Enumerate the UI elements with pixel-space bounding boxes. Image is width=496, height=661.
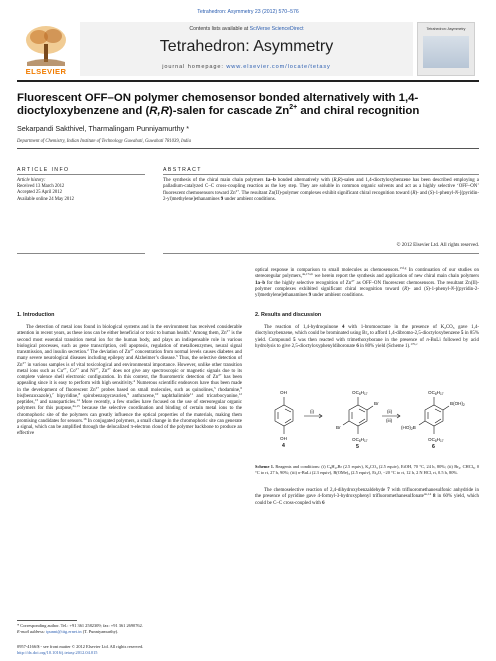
superscript: 5: [213, 385, 216, 390]
journal-cover-thumbnail: [417, 22, 475, 76]
section-heading: 1. Introduction: [17, 312, 55, 318]
subscript: 2: [376, 471, 378, 476]
subscript: 17: [334, 466, 338, 470]
body-column-right-top: [255, 268, 479, 299]
step-label: (iii): [386, 418, 393, 423]
superscript: 2+: [226, 329, 231, 334]
superscript: 2+: [235, 188, 240, 193]
title-superscript: 2+: [289, 104, 298, 112]
octyloxy-label: [352, 390, 368, 396]
homepage-prefix: journal homepage:: [162, 64, 227, 70]
scheme-caption: Scheme 1. Reagents and conditions: (i) $C_8H_{17}Br$ (2.5 equiv), $K_2CO_3$ (2.5 equiv), EtOH, 70 °C, 24 h, 80%; (ii) $Br_2$, CHCl$_3$, 0 °C to rt, 27 h, 90%; (iii) n-BuLi (2.3 equiv), $B(OMe)_3$ (2.5 equiv), $Et_2O$, −20 °C to rt, 12 h, 2 N HCl, rt, 0.5 h, 80%.: [255, 464, 480, 476]
body-column-right-bottom: [255, 488, 479, 507]
history-item: Available online 24 May 2012: [17, 196, 74, 202]
journal-citation: [0, 9, 496, 15]
superscript: 3: [175, 354, 178, 359]
title-part: and chiral recognition: [297, 105, 420, 118]
octyloxy-label: [352, 437, 368, 443]
authors: [17, 124, 479, 133]
paragraph: The chemoselective reaction of 2,4-dihydroxybenzaldehyde 7 with trifluoromethanesulfonic anhydride in the presence of pyridine gave 4-formyl-3-hydroxyphenyl trifluoromethanesulfonate$^{4a,14}$ 8 in 60% yield, which could be C–C cross-coupled with 6: [255, 488, 480, 506]
scheme-1-figure: [262, 383, 474, 449]
oc-h: H: [436, 390, 440, 395]
subscript: 8: [329, 466, 332, 470]
oc-subscript: 8: [434, 439, 437, 444]
step-label: (ii): [387, 409, 393, 414]
oc-h: H: [360, 437, 364, 442]
elsevier-wordmark: ELSEVIER: [25, 67, 67, 76]
superscript: 4a,14: [423, 492, 432, 497]
oc-h: H: [436, 437, 440, 442]
superscript: 2+: [95, 385, 100, 390]
homepage-link[interactable]: www.elsevier.com/locate/tetasy: [226, 64, 331, 70]
br-label: Br: [336, 425, 341, 430]
body-column-right-mid: [255, 325, 479, 350]
subscript: 2: [458, 466, 461, 470]
italic-text: R: [404, 286, 408, 292]
italic-text: n: [426, 337, 429, 343]
br-label: Br: [374, 401, 379, 406]
author-names: Sekarpandi Sakthivel, Tharmalingam Punniyamurthy: [17, 124, 185, 133]
divider: [17, 148, 479, 149]
bold-text: 1a: [255, 280, 260, 286]
oc-h-subscript: 17: [440, 392, 444, 397]
bold-text: 7: [387, 488, 390, 493]
italic-text: S: [425, 286, 429, 292]
oh-label: OH: [280, 390, 287, 395]
paragraph: The reaction of 1,4-hydroquinone 4 with 1-bromooctane in the presence of $K_2CO_3$ gave 1,4-dioctyloxybenzene, which could be brominated using $Br_2$ to afford 1,4-dibromo-2,5-dioctyloxybenzene 5 in 85% yield. Compound 5 was then reacted with trimethoxyborane in the presence of n-BuLi followed by acid hydrolysis to give 2,5-dioctyloxyphenyldiboronate 6 in 80% yield (Scheme 1).$^{17b,c}$: [255, 325, 480, 349]
issn-block: [17, 644, 247, 655]
step-label: (i): [310, 409, 315, 414]
contents-line: [80, 26, 413, 32]
superscript: 6: [240, 385, 242, 390]
cover-title: Tetrahedron: Asymmetry: [426, 27, 466, 31]
bold-text: 5: [461, 331, 464, 337]
superscript: 2+: [351, 278, 355, 283]
history-title: Article history:: [17, 178, 46, 183]
abstract-heading: ABSTRACT: [163, 167, 202, 173]
oc-subscript: 8: [358, 439, 361, 444]
superscript: 2+: [130, 348, 134, 352]
subscript: 3: [376, 466, 378, 470]
oc-h-subscript: 17: [364, 392, 368, 397]
superscript: 7: [51, 391, 54, 396]
bold-text: 6: [322, 500, 325, 506]
subscript: 2: [368, 466, 370, 470]
bold-text: 5: [293, 337, 296, 343]
boronic-acid-label: [401, 425, 416, 431]
citation-link[interactable]: Tetrahedron: Asymmetry 23 (2012) 570–576: [197, 9, 299, 15]
superscript: 12: [238, 391, 242, 396]
italic-text: R,R: [333, 178, 341, 183]
title-italic: R,R: [149, 105, 169, 118]
octyloxy-label: [428, 437, 444, 443]
bold-text: 4: [341, 325, 345, 330]
subscript: 3: [452, 326, 455, 330]
superscript: 13: [34, 398, 38, 402]
article-title: [17, 92, 479, 118]
bold-text: 8: [433, 494, 436, 500]
oc-subscript: 8: [358, 392, 361, 397]
abstract-text: The synthesis of the chiral main chain polymers 1a–b bonded alternatively with (R,R)-salen and 1,4-dioctyloxybenzene has been described employing a palladium-catalyzed C–C cross-coupling reaction as the key step. They are soluble in common organic solvents and act as a highly selective ‘OFF–ON’ fluorescent chemosensors toward $Zn^{2+}$. The resultant Zn(II)-polymer complexes exhibit significant chiral recognition toward (R)- and (S)-1-phenyl-N-[(pyridin-2-yl)methylene]ethanamines 9 under ambient conditions.: [163, 178, 479, 202]
italic-text: N: [454, 190, 459, 196]
bold-text: Scheme 1.: [255, 464, 275, 469]
superscript: 10: [155, 391, 159, 396]
affiliation: Department of Chemistry, Indian Institute of Technology Guwahati, Guwahati 781039, India: [17, 139, 191, 144]
bold-text: 1a: [265, 178, 271, 183]
italic-text: n: [298, 469, 301, 475]
superscript: 2: [87, 348, 89, 352]
section-heading: 2. Results and discussion: [255, 312, 322, 318]
bold-text: b: [262, 280, 266, 286]
oc-h: H: [360, 390, 364, 395]
cover-art: [423, 36, 469, 68]
superscript: 16: [83, 416, 87, 421]
corresponding-mark: *: [184, 124, 190, 133]
journal-title: Tetrahedron: Asymmetry: [159, 38, 334, 55]
article-info-heading: ARTICLE INFO: [17, 167, 70, 173]
email-suffix: (T. Punniyamurthy).: [81, 628, 119, 634]
italic-text: R: [412, 190, 416, 196]
header-rule: [17, 80, 479, 82]
oh-label: OH: [280, 436, 287, 441]
superscript: 4a,17a,b: [301, 272, 314, 277]
italic-text: N: [450, 286, 455, 292]
footnote: [17, 623, 247, 634]
elsevier-logo: [17, 22, 75, 76]
superscript: 15f,g: [399, 266, 407, 270]
contents-prefix: Contents lists available at: [189, 26, 250, 32]
superscript: 2+: [75, 366, 80, 371]
boh-subscript: 2: [463, 403, 465, 408]
oc-text: OC: [352, 437, 359, 442]
history-item: Received 13 March 2012: [17, 184, 65, 190]
paragraph: optical response in comparison to small molecules as chemosensors.$^{15f,g}$ In continuation of our studies on stereoregular polymers,$^{4a,17a,b}$ we herein report the synthesis and application of new chiral main chain polymers 1a–b for the highly selective recognition of $Zn^{2+}$ as OFF–ON fluorescent chemosensors. The resultant Zn(II)-polymer complexes exhibited significant chiral recognition toward (R)- and (S)-1-phenyl-N-[(pyridin-2-yl)methylene]ethanamines 9 under ambient conditions.: [255, 266, 480, 298]
email-prefix: E-mail address:: [17, 628, 47, 634]
boh-subscript: 2: [410, 427, 413, 432]
superscript: 2+: [22, 360, 27, 365]
subscript: 3: [472, 466, 475, 470]
oc-subscript: 8: [434, 392, 437, 397]
footnote-email-line: [17, 629, 247, 635]
superscript: 2+: [63, 366, 67, 371]
compound-number: 6: [432, 444, 435, 449]
octyloxy-label: [428, 390, 444, 396]
superscript: 2+: [95, 366, 99, 371]
body-column-left: [17, 325, 242, 438]
masthead: [80, 22, 413, 76]
bold-text: 6: [356, 343, 359, 349]
boronic-acid-label: [450, 401, 465, 407]
subscript: 3: [348, 471, 350, 476]
title-part: Fluorescent OFF–ON polymer chemosensor bonded alternatively with 1,4-dioctyloxybenzene and (: [17, 92, 419, 118]
superscript: 17b,c: [410, 341, 418, 346]
superscript: 11: [189, 391, 194, 396]
bold-text: b: [272, 178, 276, 183]
email-link[interactable]: tpunni@iitg.ernet.in: [46, 628, 82, 634]
oc-text: OC: [428, 437, 435, 442]
divider: [17, 253, 145, 254]
compound-number: 5: [356, 444, 359, 449]
compound-number: 4: [282, 443, 285, 449]
abstract-copyright: © 2012 Elsevier Ltd. All rights reserved.: [396, 242, 479, 248]
superscript: 1: [190, 329, 192, 334]
issn-line: 0957-4166/$ - see front matter © 2012 Elsevier Ltd. All rights reserved.: [17, 644, 144, 649]
sciencedirect-link[interactable]: SciVerse ScienceDirect: [249, 26, 304, 32]
oc-h-subscript: 17: [440, 439, 444, 444]
paragraph: The detection of metal ions found in biological systems and in the environment has received considerable attention in recent years, as these ions can be either beneficial or toxic to human health.$^1$ Among them, $Zn^{2+}$ is the second most essential transition metal ion for the human body, and plays an indispensable role in various biological processes, such as gene transcription, cell apoptosis, regulation of metalloenzymes, neural signal transmission, and insulin secretion.$^2$ The deviation of $Zn^{2+}$ concentration from normal levels causes diabetes and many severe neurological diseases including epilepsy and Alzheimer’s disease.$^3$ Thus, the selective detection of $Zn^{2+}$ in various samples is of vital toxicological and environmental importance. However, unlike other transition metal ions such as $Cu^{2+}$, $Co^{2+}$ and $Ni^{2+}$, $Zn^{2+}$ does not give any spectroscopic or magnetic signals due to its complete valence shell electronic configuration. In this context, the fluorometric detection of $Zn^{2+}$ has been appealing since it is easy to perform with high sensitivity.$^4$ Numerous scientific endeavors have thus been made in the development of fluorescent $Zn^{2+}$ probes based on small molecules, such as quinolines,$^5$ rhodamine,$^6$ bis(benzoxazole),$^7$ bipyridine,$^8$ spirobenzopyravarien,$^9$ anthracene,$^{10}$ naphthalimide$^{11}$ and tricarbocyanine,$^{12}$ peptides,$^{13}$ and nanoparticles.$^{14}$ More recently, a few studies have focused on the use of stereoregular organic polymers for this purpose,$^{4a,15}$ because the selective coordination and binding of certain metal ions to the chromophoric site of the polymers can greatly influence the optical properties of the materials, making them promising candidates for sensors.$^{16}$ In conjugated polymers, a small change in the chromophoric site can generate a signal, which can be amplified through the delocalized π-electron cloud of the polymer backbone to produce an effective: [17, 325, 243, 437]
superscript: 2+: [107, 366, 111, 371]
subscript: 2: [444, 326, 446, 330]
elsevier-tree-icon: [17, 22, 75, 68]
oc-text: OC: [352, 390, 359, 395]
subscript: 2: [367, 332, 369, 337]
homepage-line: [80, 64, 413, 70]
bold-text: 9: [220, 196, 224, 202]
article-history: [17, 178, 145, 203]
title-part: )-salen for cascade Zn: [168, 105, 290, 118]
footnote-text: * Corresponding author. Tel.: +91 361 2582309; fax: +91 361 2690762.: [17, 623, 143, 628]
boh-text: B(OH): [450, 401, 464, 406]
superscript: 4: [133, 379, 136, 384]
history-item: Accepted 25 April 2012: [17, 190, 62, 196]
oc-text: OC: [428, 390, 435, 395]
superscript: 2+: [218, 373, 222, 377]
divider: [17, 174, 145, 175]
footnote-rule: [17, 620, 77, 621]
superscript: 9: [127, 391, 130, 396]
divider: [163, 253, 479, 254]
superscript: 8: [78, 391, 81, 396]
bold-text: 9: [308, 293, 312, 298]
boh-text: (HO): [401, 425, 411, 430]
superscript: 14: [76, 398, 80, 402]
boh-tail: B: [412, 425, 416, 430]
oc-h-subscript: 17: [364, 439, 368, 444]
doi-link[interactable]: http://dx.doi.org/10.1016/j.tetasy.2012.04.015: [17, 649, 98, 655]
italic-text: S: [429, 190, 433, 196]
divider: [163, 174, 479, 175]
superscript: 4a,15: [72, 404, 80, 409]
